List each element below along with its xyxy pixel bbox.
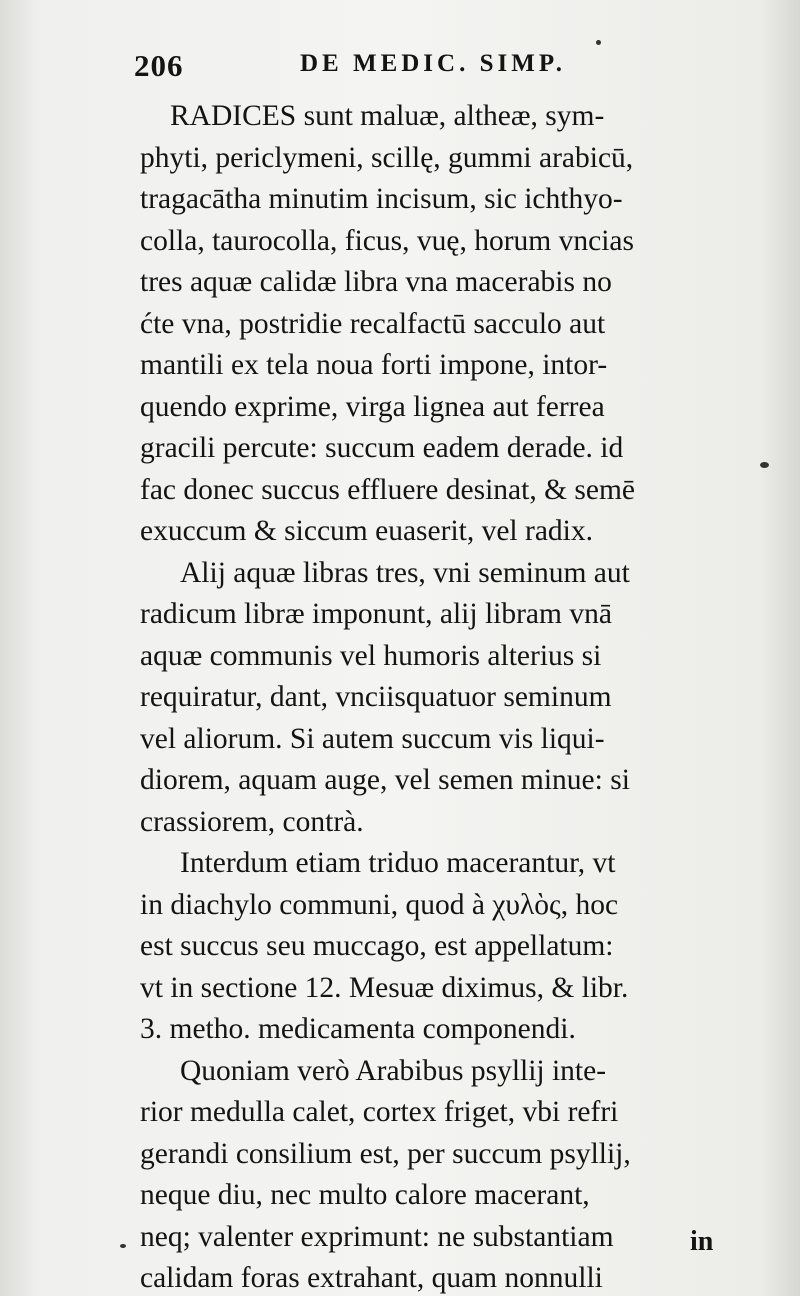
text-line: neque diu, nec multo calore macerant,	[140, 1179, 590, 1211]
text-line: requiratur, dant, vnciisquatuor seminum	[140, 681, 612, 713]
text-line: gracili percute: succum eadem derade. id	[140, 432, 624, 464]
page-number: 206	[134, 48, 184, 83]
text-line: calidam foras extrahant, quam nonnulli	[140, 1262, 603, 1294]
text-line: est succus seu muccago, est appellatum:	[140, 930, 614, 962]
text-line: Interdum etiam triduo macerantur, vt	[180, 847, 616, 879]
text-line: tres aquæ calidæ libra vna macerabis no	[140, 266, 612, 298]
text-line: Alij aquæ libras tres, vni seminum aut	[180, 556, 630, 589]
text-line: tragacātha minutim incisum, sic ichthyo-	[140, 183, 623, 215]
text-line: RADICES sunt maluæ, altheæ, sym-	[170, 100, 605, 132]
text-line: exuccum & siccum euaserit, vel radix.	[140, 515, 593, 547]
text-line: aquæ communis vel humoris alterius si	[140, 639, 602, 672]
text-line: mantili ex tela noua forti impone, intor-	[140, 349, 608, 381]
text-line: Quoniam verò Arabibus psyllij inte-	[180, 1054, 607, 1087]
text-line: colla, taurocolla, ficus, vuę, horum vncias	[140, 224, 634, 257]
text-line: vt in sectione 12. Mesuæ diximus, & libr.	[140, 971, 629, 1004]
text-line: quendo exprime, virga lignea aut ferrea	[140, 390, 605, 423]
text-line: radicum libræ imponunt, alij libram vnā	[140, 598, 612, 630]
text-line: vel aliorum. Si autem succum vis liqui-	[140, 722, 605, 755]
running-title: DE MEDIC. SIMP.	[300, 50, 567, 77]
scan-speck	[120, 1244, 126, 1248]
text-line: crassiorem, contrà.	[140, 805, 364, 838]
text-line: ćte vna, postridie recalfactū sacculo aut	[140, 307, 606, 340]
text-line: rior medulla calet, cortex friget, vbi refri	[140, 1096, 619, 1128]
catchword: in	[690, 1226, 714, 1257]
scan-speck	[596, 40, 601, 45]
scan-speck	[760, 462, 769, 468]
text-line: fac donec succus effluere desinat, & semē	[140, 473, 636, 506]
text-line: neq; valenter exprimunt: ne substantiam	[140, 1220, 614, 1253]
text-line: in diachylo communi, quod à χυλὸς, hoc	[140, 888, 619, 921]
text-line: gerandi consilium est, per succum psyllij,	[140, 1137, 631, 1170]
body-text	[140, 96, 740, 1296]
text-line: 3. metho. medicamenta componendi.	[140, 1013, 576, 1045]
page-header	[132, 48, 632, 88]
text-line: phyti, periclymeni, scillę, gummi arabicū,	[140, 141, 634, 174]
text-line: diorem, aquam auge, vel semen minue: si	[140, 764, 630, 796]
